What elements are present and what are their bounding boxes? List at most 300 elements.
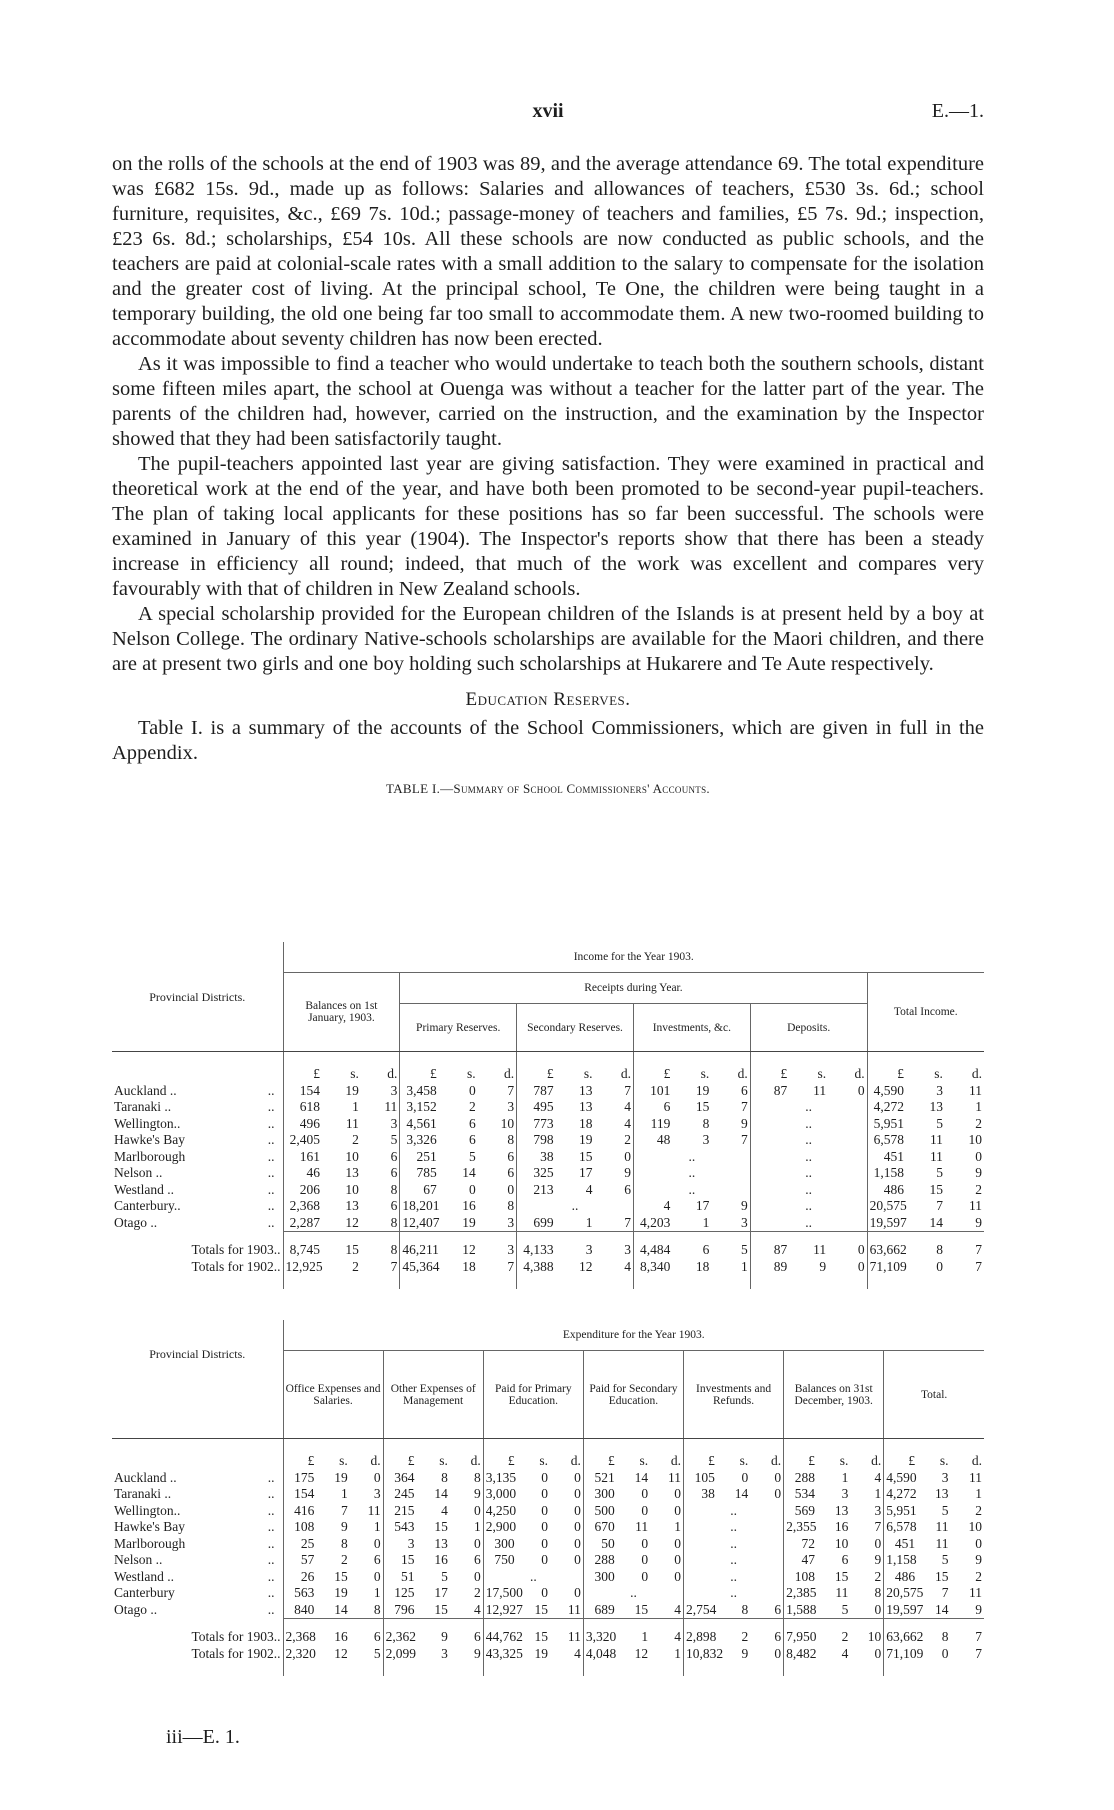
amount-pence: 1 xyxy=(874,1486,882,1501)
amount-shillings: 13 xyxy=(579,1099,593,1114)
empty-amount: .. xyxy=(750,1165,867,1182)
unit-label: £ xyxy=(867,1052,906,1083)
amount-pence: 2 xyxy=(874,1568,882,1584)
amount-pounds: 4,272 xyxy=(867,1099,906,1116)
empty-amount: .. xyxy=(750,1132,867,1149)
table-row xyxy=(112,1486,984,1503)
amount-pence: 11 xyxy=(969,1469,982,1485)
amount-shillings: 0 xyxy=(541,1486,548,1501)
amount-shillings: 13 xyxy=(345,1165,359,1180)
amount-pence: 7 xyxy=(507,1082,515,1098)
table-row xyxy=(112,1470,984,1487)
empty-amount: .. xyxy=(750,1149,867,1166)
body-text xyxy=(112,152,984,801)
amount-shillings: 8 xyxy=(441,1469,448,1485)
amount-shillings: 7 xyxy=(941,1585,949,1600)
leader-dots: .. xyxy=(267,1082,275,1098)
empty-amount: .. xyxy=(750,1182,867,1199)
income-table xyxy=(112,942,984,1289)
amount-pounds: 4,484 xyxy=(633,1232,672,1259)
amount-pence: 7 xyxy=(624,1082,631,1098)
amount-pence: 9 xyxy=(975,1601,982,1617)
district-label: Marlborough xyxy=(114,1535,186,1551)
caption-title: Summary of School Commissioners' Accounts. xyxy=(453,781,710,796)
amount-pounds: 71,109 xyxy=(884,1646,917,1677)
table-caption xyxy=(112,776,984,801)
amount-pence: 0 xyxy=(674,1502,681,1518)
district-label: Hawke's Bay xyxy=(114,1519,186,1534)
amount-shillings: 3 xyxy=(941,1469,949,1485)
amount-shillings: 15 xyxy=(517,1619,550,1646)
unit-label: d. xyxy=(504,1066,515,1081)
amount-pence: 3 xyxy=(390,1082,398,1098)
amount-pounds: 6 xyxy=(633,1099,672,1116)
unit-label: £ xyxy=(684,1439,717,1470)
amount-shillings: 4 xyxy=(841,1645,849,1661)
leader-dots: .. xyxy=(267,1198,275,1213)
empty-amount: .. xyxy=(750,1099,867,1116)
col-primary-header: Primary Reserves. xyxy=(400,1004,517,1052)
amount-shillings: 0 xyxy=(541,1469,548,1485)
amount-pounds: 3,458 xyxy=(400,1083,439,1100)
amount-pounds: 4,203 xyxy=(633,1215,672,1232)
amount-pence: 0 xyxy=(975,1148,982,1164)
amount-shillings: 15 xyxy=(322,1232,361,1259)
empty-amount: .. xyxy=(684,1503,784,1520)
amount-pence: 1 xyxy=(975,1099,982,1114)
document-reference: E.—1. xyxy=(931,100,984,122)
amount-pence: 1 xyxy=(741,1258,748,1274)
amount-shillings: 9 xyxy=(819,1258,827,1274)
district-label: Auckland .. xyxy=(114,1082,177,1098)
amount-shillings: 8 xyxy=(741,1601,749,1617)
totals-label: Totals for 1902.. xyxy=(191,1258,281,1274)
amount-pounds: 15 xyxy=(383,1552,416,1569)
empty-amount: .. xyxy=(684,1569,784,1586)
amount-shillings: 4 xyxy=(585,1181,593,1197)
unit-label: d. xyxy=(620,1066,631,1081)
amount-shillings: 0 xyxy=(641,1568,649,1584)
amount-pence: 8 xyxy=(373,1601,381,1617)
amount-pounds: 12,407 xyxy=(400,1215,439,1232)
amount-pounds: 72 xyxy=(784,1536,817,1553)
amount-pence: 0 xyxy=(774,1486,782,1501)
page-header xyxy=(112,100,984,130)
amount-pounds: 787 xyxy=(517,1083,556,1100)
amount-shillings: 14 xyxy=(935,1601,949,1617)
amount-pence: 8 xyxy=(390,1214,398,1230)
unit-label: d. xyxy=(971,1453,982,1468)
income-super-header: Income for the Year 1903. xyxy=(283,942,984,973)
district-label: Westland .. xyxy=(114,1181,175,1197)
amount-shillings: 19 xyxy=(334,1585,348,1600)
table-row xyxy=(112,1585,984,1602)
unit-label: £ xyxy=(517,1052,556,1083)
table-row xyxy=(112,1099,984,1116)
amount-shillings: 9 xyxy=(417,1619,450,1646)
amount-pence: 1 xyxy=(373,1519,381,1534)
amount-pounds: 3 xyxy=(383,1536,416,1553)
district-label: Wellington.. xyxy=(114,1502,181,1518)
amount-pounds: 521 xyxy=(583,1470,616,1487)
receipts-header: Receipts during Year. xyxy=(400,973,867,1004)
amount-pounds: 4,133 xyxy=(517,1232,556,1259)
amount-pounds: 38 xyxy=(684,1486,717,1503)
amount-pounds: 4,590 xyxy=(884,1470,917,1487)
amount-pence: 3 xyxy=(874,1502,882,1518)
amount-pence: 8 xyxy=(390,1181,398,1197)
district-label: Taranaki .. xyxy=(114,1486,172,1501)
amount-pounds: 5,951 xyxy=(867,1116,906,1133)
district-name xyxy=(112,1182,283,1199)
amount-pence: 9 xyxy=(975,1165,982,1180)
amount-pounds: 451 xyxy=(884,1536,917,1553)
amount-shillings: 2 xyxy=(717,1619,750,1646)
amount-pence: 7 xyxy=(975,1258,982,1274)
amount-pence: 9 xyxy=(624,1165,631,1180)
amount-pounds: 206 xyxy=(283,1182,322,1199)
amount-pence: 0 xyxy=(474,1568,481,1584)
empty-amount: .. xyxy=(483,1569,583,1586)
amount-shillings: 15 xyxy=(534,1601,548,1617)
unit-label: £ xyxy=(383,1439,416,1470)
amount-shillings: 19 xyxy=(462,1214,476,1230)
amount-pounds: 5,951 xyxy=(884,1503,917,1520)
amount-pence: 9 xyxy=(741,1198,748,1213)
units-row xyxy=(112,1052,984,1083)
amount-pence: 5 xyxy=(390,1132,398,1147)
leader-dots: .. xyxy=(267,1519,275,1534)
amount-pence: 0 xyxy=(474,1502,481,1518)
amount-pounds: 4 xyxy=(633,1198,672,1215)
amount-pounds: 6,578 xyxy=(884,1519,917,1536)
amount-shillings: 2 xyxy=(352,1132,359,1147)
amount-pounds: 119 xyxy=(633,1116,672,1133)
amount-shillings: 12 xyxy=(345,1214,359,1230)
amount-pounds: 689 xyxy=(583,1602,616,1619)
amount-pence: 3 xyxy=(507,1099,515,1114)
amount-pounds: 796 xyxy=(383,1602,416,1619)
amount-pence: 7 xyxy=(975,1645,982,1661)
amount-pence: 2 xyxy=(975,1181,982,1197)
amount-pence: 0 xyxy=(373,1535,381,1551)
amount-shillings: 8 xyxy=(917,1619,950,1646)
page-number: xvii xyxy=(532,100,564,122)
amount-shillings: 2 xyxy=(817,1619,850,1646)
amount-pence: 0 xyxy=(574,1535,581,1551)
amount-pounds: 2,320 xyxy=(283,1646,316,1677)
amount-shillings: 5 xyxy=(941,1502,949,1518)
amount-pounds: 125 xyxy=(383,1585,416,1602)
amount-pence: 8 xyxy=(874,1585,882,1600)
amount-pounds: 57 xyxy=(283,1552,316,1569)
amount-pence: 11 xyxy=(969,1198,982,1213)
amount-pence: 6 xyxy=(350,1619,383,1646)
amount-shillings: 11 xyxy=(835,1585,849,1600)
amount-pence: 11 xyxy=(969,1082,982,1098)
district-label: Hawke's Bay xyxy=(114,1132,186,1147)
table-row xyxy=(112,1503,984,1520)
amount-pence: 4 xyxy=(650,1619,683,1646)
amount-pounds: 108 xyxy=(784,1569,817,1586)
amount-pence: 11 xyxy=(384,1099,398,1114)
empty-amount: .. xyxy=(633,1165,750,1182)
amount-pence: 10 xyxy=(968,1132,982,1147)
totals-row xyxy=(112,1259,984,1290)
district-name xyxy=(112,1132,283,1149)
amount-pounds: 105 xyxy=(684,1470,717,1487)
amount-pence: 0 xyxy=(574,1585,581,1600)
district-label: Wellington.. xyxy=(114,1115,181,1131)
district-label: Otago .. xyxy=(114,1214,158,1230)
amount-pence: 0 xyxy=(874,1535,882,1551)
amount-pence: 0 xyxy=(507,1181,515,1197)
unit-label: s. xyxy=(939,1453,949,1468)
empty-amount: .. xyxy=(633,1182,750,1199)
unit-label: d. xyxy=(737,1066,748,1081)
amount-shillings: 1 xyxy=(585,1214,593,1230)
amount-pence: 0 xyxy=(975,1535,982,1551)
unit-label: £ xyxy=(283,1439,316,1470)
blank-cell xyxy=(112,1439,283,1470)
empty-amount: .. xyxy=(684,1519,784,1536)
amount-shillings: 13 xyxy=(935,1486,949,1501)
amount-shillings: 0 xyxy=(741,1469,749,1485)
leader-dots: .. xyxy=(267,1165,275,1180)
amount-shillings: 15 xyxy=(334,1568,348,1584)
empty-amount: .. xyxy=(750,1215,867,1232)
leader-dots: .. xyxy=(267,1502,275,1518)
amount-shillings: 0 xyxy=(941,1645,949,1661)
amount-pence: 3 xyxy=(373,1486,381,1501)
amount-pounds: 215 xyxy=(383,1503,416,1520)
amount-pence: 11 xyxy=(668,1469,681,1485)
table-row xyxy=(112,1198,984,1215)
table-row xyxy=(112,1149,984,1166)
amount-shillings: 13 xyxy=(434,1535,448,1551)
amount-pence: 1 xyxy=(674,1645,681,1661)
amount-pounds: 245 xyxy=(383,1486,416,1503)
unit-label: d. xyxy=(871,1453,882,1468)
amount-pence: 7 xyxy=(507,1258,515,1274)
amount-pounds: 288 xyxy=(784,1470,817,1487)
amount-pounds: 2,405 xyxy=(283,1132,322,1149)
amount-shillings: 5 xyxy=(441,1568,448,1584)
amount-pence: 7 xyxy=(874,1519,882,1534)
leader-dots: .. xyxy=(267,1214,275,1230)
col-deposits-header: Deposits. xyxy=(750,1004,867,1052)
amount-shillings: 0 xyxy=(541,1585,548,1600)
amount-shillings: 0 xyxy=(468,1181,476,1197)
amount-shillings: 2 xyxy=(352,1258,359,1274)
expenditure-table xyxy=(112,1320,984,1676)
amount-pounds: 300 xyxy=(583,1486,616,1503)
amount-pounds: 1,588 xyxy=(784,1602,817,1619)
amount-pence: 2 xyxy=(975,1115,982,1131)
amount-pounds: 25 xyxy=(283,1536,316,1553)
unit-label: s. xyxy=(339,1453,348,1468)
amount-shillings: 14 xyxy=(734,1486,749,1501)
page-footer: iii—E. 1. xyxy=(166,1726,240,1748)
amount-pounds: 840 xyxy=(283,1602,316,1619)
col-secondary-education-header: Paid for Secondary Education. xyxy=(583,1351,683,1439)
amount-shillings: 15 xyxy=(434,1601,448,1617)
table-row xyxy=(112,1182,984,1199)
amount-shillings: 18 xyxy=(579,1115,593,1131)
amount-pounds: 213 xyxy=(517,1182,556,1199)
amount-pence: 4 xyxy=(624,1099,631,1114)
amount-shillings: 17 xyxy=(579,1165,593,1180)
amount-shillings: 3 xyxy=(441,1645,448,1661)
amount-pence: 0 xyxy=(857,1082,865,1098)
amount-pounds: 2,099 xyxy=(383,1646,416,1677)
district-label: Canterbury.. xyxy=(114,1198,181,1213)
amount-pounds: 495 xyxy=(517,1099,556,1116)
amount-pounds: 63,662 xyxy=(867,1232,906,1259)
amount-pounds: 47 xyxy=(784,1552,817,1569)
amount-shillings: 0 xyxy=(541,1535,548,1551)
amount-pence: 0 xyxy=(857,1258,865,1274)
table-row xyxy=(112,1132,984,1149)
amount-pounds: 2,362 xyxy=(383,1619,416,1646)
table-row xyxy=(112,1116,984,1133)
units-row xyxy=(112,1439,984,1470)
amount-shillings: 11 xyxy=(935,1519,949,1534)
amount-pence: 6 xyxy=(741,1082,748,1098)
unit-label: £ xyxy=(483,1439,516,1470)
amount-shillings: 5 xyxy=(468,1148,476,1164)
amount-pounds: 3,326 xyxy=(400,1132,439,1149)
amount-pounds: 51 xyxy=(383,1569,416,1586)
amount-shillings: 11 xyxy=(635,1519,649,1534)
district-name xyxy=(112,1470,283,1487)
amount-pence: 6 xyxy=(474,1552,481,1567)
col-other-expenses-header: Other Expenses of Management xyxy=(383,1351,483,1439)
unit-label: s. xyxy=(739,1453,749,1468)
amount-pounds: 2,287 xyxy=(283,1215,322,1232)
amount-pounds: 2,385 xyxy=(784,1585,817,1602)
amount-pounds: 750 xyxy=(483,1552,516,1569)
amount-pence: 6 xyxy=(390,1198,398,1213)
district-label: Canterbury xyxy=(114,1585,175,1600)
amount-pounds: 288 xyxy=(583,1552,616,1569)
col-total-income-header: Total Income. xyxy=(867,973,984,1052)
amount-shillings: 5 xyxy=(841,1601,849,1617)
amount-shillings: 12 xyxy=(439,1232,478,1259)
amount-pounds: 2,898 xyxy=(684,1619,717,1646)
table-row xyxy=(112,1602,984,1619)
amount-pence: 10 xyxy=(500,1115,515,1131)
amount-pounds: 1,158 xyxy=(884,1552,917,1569)
amount-pounds: 12,925 xyxy=(283,1259,322,1290)
amount-pounds: 300 xyxy=(483,1536,516,1553)
amount-shillings: 10 xyxy=(345,1181,359,1197)
amount-pence: 6 xyxy=(774,1601,782,1617)
amount-shillings: 13 xyxy=(345,1198,359,1213)
amount-shillings: 11 xyxy=(813,1082,827,1098)
unit-label: d. xyxy=(370,1453,381,1468)
amount-pounds: 4,272 xyxy=(884,1486,917,1503)
district-name xyxy=(112,1198,283,1215)
col-investments-header: Investments, &c. xyxy=(633,1004,750,1052)
amount-pounds: 44,762 xyxy=(483,1619,516,1646)
paragraph: on the rolls of the schools at the end of 1903 was 89, and the average attendance 69. The total expenditure was £682 15s. 9d., made up as follows: Salaries and allowances of teachers, £530 3s. 6d.; school furniture, requisites, &c., £69 7s. 10d.; passage-money of teachers and families, £5 7s. 9d.; inspection, £23 6s. 8d.; scholarships, £54 10s. All these schools are now conducted as public schools, and the teachers are paid at colonial-scale rates with a small addition to the salary to compensate for the isolation and the greater cost of living. At the principal school, Te One, the children were being taught in a temporary building, the old one being far too small to accommodate them. A new two-roomed building to accommodate about seventy children has now been erected. xyxy=(112,153,984,350)
unit-label: d. xyxy=(387,1066,398,1081)
amount-pence: 9 xyxy=(474,1645,481,1661)
amount-shillings: 5 xyxy=(941,1552,949,1567)
district-label: Nelson .. xyxy=(114,1165,163,1180)
district-name xyxy=(112,1536,283,1553)
amount-pounds: 699 xyxy=(517,1215,556,1232)
amount-shillings: 18 xyxy=(695,1258,710,1274)
amount-pounds: 4,388 xyxy=(517,1259,556,1290)
empty-amount: .. xyxy=(633,1149,750,1166)
amount-pounds: 2,900 xyxy=(483,1519,516,1536)
amount-shillings: 6 xyxy=(841,1552,849,1567)
empty-amount: .. xyxy=(684,1552,784,1569)
amount-shillings: 16 xyxy=(434,1552,448,1567)
amount-pence: 1 xyxy=(674,1519,681,1534)
totals-label: Totals for 1903.. xyxy=(191,1628,281,1644)
amount-pence: 1 xyxy=(474,1519,481,1534)
amount-shillings: 11 xyxy=(789,1232,828,1259)
amount-shillings: 14 xyxy=(334,1601,348,1617)
amount-pounds: 534 xyxy=(784,1486,817,1503)
amount-shillings: 3 xyxy=(936,1082,943,1098)
amount-shillings: 0 xyxy=(936,1258,943,1274)
amount-shillings: 15 xyxy=(834,1568,849,1584)
amount-pounds: 63,662 xyxy=(884,1619,917,1646)
amount-shillings: 17 xyxy=(695,1198,710,1213)
district-header: Provincial Districts. xyxy=(112,1320,283,1439)
col-secondary-header: Secondary Reserves. xyxy=(517,1004,634,1052)
amount-pence: 4 xyxy=(474,1601,481,1617)
leader-dots: .. xyxy=(267,1099,275,1114)
table-row xyxy=(112,1536,984,1553)
empty-amount: .. xyxy=(684,1536,784,1553)
leader-dots: .. xyxy=(267,1469,275,1485)
amount-shillings: 10 xyxy=(834,1535,849,1551)
amount-pounds: 17,500 xyxy=(483,1585,516,1602)
totals-label: Totals for 1903.. xyxy=(191,1241,281,1257)
amount-pence: 0 xyxy=(574,1552,581,1567)
unit-label: £ xyxy=(283,1052,322,1083)
amount-pounds: 71,109 xyxy=(867,1259,906,1290)
amount-shillings: 6 xyxy=(468,1115,476,1131)
district-label: Auckland .. xyxy=(114,1469,177,1485)
amount-pence: 0 xyxy=(624,1148,631,1164)
empty-amount: .. xyxy=(750,1116,867,1133)
amount-shillings: 7 xyxy=(341,1502,348,1518)
unit-label: d. xyxy=(670,1453,681,1468)
leader-dots: .. xyxy=(267,1568,275,1584)
table-row xyxy=(112,1165,984,1182)
amount-pence: 0 xyxy=(874,1645,882,1661)
amount-pence: 9 xyxy=(975,1214,982,1230)
amount-pounds: 50 xyxy=(583,1536,616,1553)
amount-shillings: 11 xyxy=(935,1535,949,1551)
amount-shillings: 12 xyxy=(334,1645,348,1661)
amount-pence: 7 xyxy=(741,1132,748,1147)
amount-pence: 9 xyxy=(741,1115,748,1131)
amount-pence: 0 xyxy=(373,1469,381,1485)
amount-pence: 0 xyxy=(574,1519,581,1534)
district-name xyxy=(112,1552,283,1569)
amount-pence: 2 xyxy=(624,1132,631,1147)
unit-label: s. xyxy=(700,1066,710,1081)
amount-pence: 6 xyxy=(507,1148,515,1164)
amount-shillings: 19 xyxy=(534,1645,548,1661)
